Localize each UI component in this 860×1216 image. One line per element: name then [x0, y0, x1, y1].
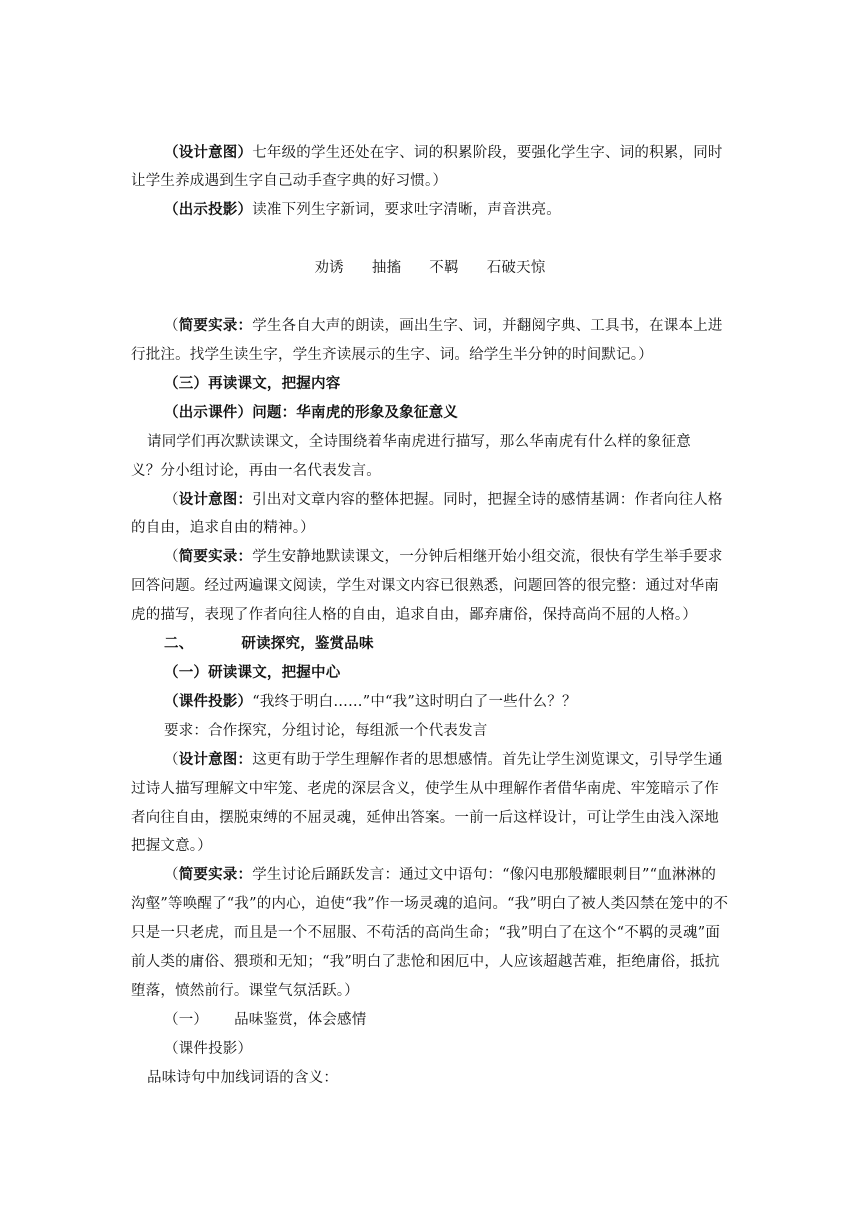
brief-record-label: 简要实录：	[178, 317, 253, 334]
design-intent-2-line-1: （设计意图：引出对文章内容的整体把握。同时，把握全诗的感情基调：作者向往人格	[164, 491, 723, 508]
brief-record-3-line-3: 只是一只老虎，而且是一个不屈服、不苟活的高尚生命；“我”明白了在这个“不羁的灵魂”面	[131, 925, 721, 941]
reading-instruction-line-2: 义？分小组讨论，再由一名代表发言。	[131, 463, 381, 479]
word-item: 石破天惊	[486, 260, 546, 276]
design-intent-2-label: 设计意图：	[178, 491, 253, 508]
design-intent-2-line-2: 的自由，追求自由的精神。）	[131, 520, 315, 536]
brief-record-2-line-3: 虎的描写，表现了作者向往人格的自由，追求自由，鄙弃庸俗，保持高尚不屈的人格。）	[131, 607, 698, 623]
courseware-projection-2: （课件投影）	[164, 1041, 253, 1057]
brief-record-3-line-1: （简要实录：学生讨论后踊跃发言：通过文中语句：“像闪电那般耀眼刺目”“血淋淋的	[164, 866, 717, 883]
brief-record-3-line-4: 前人类的庸俗、猥琐和无知；“我”明白了悲怆和困厄中，人应该超越苦难，拒绝庸俗，抵抗	[131, 954, 720, 970]
subsection-heading-one: （一）研读课文，把握中心	[164, 664, 341, 681]
design-intent-line-1: （设计意图）七年级的学生还处在字、词的积累阶段，要强化学生字、词的积累，同时	[164, 144, 723, 161]
brief-record-3-line-2: 沟壑”等唤醒了“我”的内心，迫使“我”作一场灵魂的追问。“我”明白了被人类囚禁在笼中的不	[131, 896, 729, 912]
brief-record-2-line-1: （简要实录：学生安静地默读课文，一分钟后相继开始小组交流，很快有学生举手要求	[164, 548, 723, 565]
section-heading-two: 二、 研读探究，鉴赏品味	[164, 635, 374, 652]
design-intent-3-line-3: 者向往自由，摆脱束缚的不屈灵魂，延伸出答案。一前一后这样设计，可让学生由浅入深地	[131, 810, 719, 826]
subsection-heading-appreciation: （一） 品味鉴赏，体会感情	[164, 1012, 367, 1028]
courseware-question-heading: （出示课件）问题：华南虎的形象及象征意义	[164, 404, 458, 421]
word-item: 不羁	[429, 260, 459, 276]
design-intent-line-2: 让学生养成遇到生字自己动手查字典的好习惯。）	[131, 173, 448, 189]
projection-label: （出示投影）	[164, 201, 253, 218]
savor-instruction: 品味诗句中加线词语的含义：	[147, 1070, 339, 1086]
brief-record-line-1: （简要实录：学生各自大声的朗读，画出生字、词，并翻阅字典、工具书，在课本上进	[164, 317, 723, 334]
brief-record-3-label: 简要实录：	[178, 866, 253, 883]
reading-instruction-line-1: 请同学们再次默读课文，全诗围绕着华南虎进行描写，那么华南虎有什么样的象征意	[147, 434, 691, 450]
brief-record-3-line-5: 堕落，愤然前行。课堂气氛活跃。）	[131, 983, 359, 999]
section-heading-three: （三）再读课文，把握内容	[164, 375, 341, 392]
design-intent-3-label: 设计意图：	[178, 751, 253, 768]
requirement-line: 要求：合作探究，分组讨论，每组派一个代表发言	[164, 723, 488, 739]
design-intent-3-line-2: 过诗人描写理解文中牢笼、老虎的深层含义，使学生从中理解作者借华南虎、牢笼暗示了作	[131, 781, 719, 797]
courseware-projection-label: （课件投影）	[164, 693, 253, 710]
courseware-projection-line: （课件投影）“我终于明白……”中“我”这时明白了一些什么？？	[164, 693, 577, 710]
design-intent-3-line-1: （设计意图：这更有助于学生理解作者的思想感情。首先让学生浏览课文，引导学生通	[164, 751, 723, 768]
design-intent-3-line-4: 把握文意。）	[131, 838, 212, 854]
word-item: 劝诱	[314, 260, 344, 276]
projection-line: （出示投影）读准下列生字新词，要求吐字清晰，声音洪亮。	[164, 201, 561, 218]
brief-record-2-label: 简要实录：	[178, 548, 253, 565]
design-intent-label: （设计意图）	[164, 144, 253, 161]
word-item: 抽搐	[371, 260, 402, 276]
brief-record-2-line-2: 回答问题。经过两遍课文阅读，学生对课文内容已很熟悉，问题回答的很完整：通过对华南	[131, 578, 719, 594]
brief-record-line-2: 行批注。找学生读生字，学生齐读展示的生字、词。给学生半分钟的时间默记。）	[131, 347, 653, 363]
vocabulary-words	[0, 258, 860, 278]
